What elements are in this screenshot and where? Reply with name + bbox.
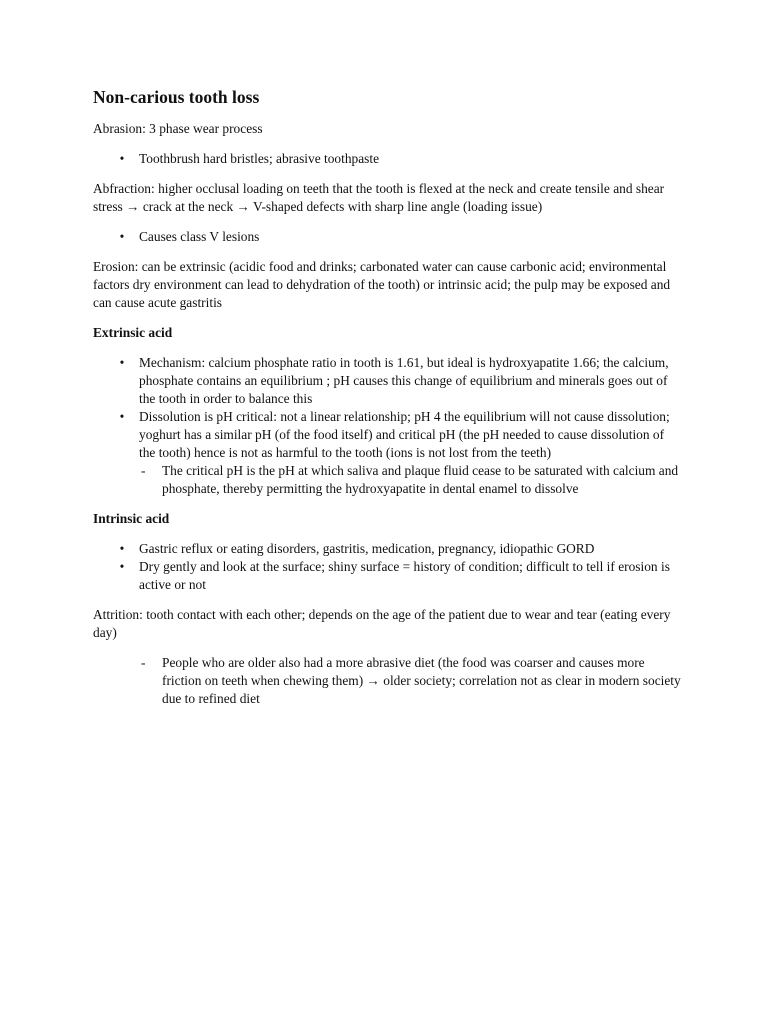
list-item [93, 354, 683, 408]
sub-list-item-text: The critical pH is the pH at which saliva and plaque fluid cease to be saturated with calcium and phosphate, thereby permitting the hydroxyapatite in dental enamel to dissolve [162, 463, 679, 496]
list-item-text: Causes class V lesions [139, 229, 260, 244]
sub-list-item [139, 462, 683, 498]
bullet-icon: • [119, 151, 125, 166]
abrasion-list [93, 150, 683, 168]
document-title: Non-carious tooth loss [93, 87, 260, 107]
attrition-list [93, 654, 683, 708]
attrition-paragraph: Attrition: tooth contact with each other; depends on the age of the patient due to wear and tear (eating every day) [93, 607, 671, 640]
intrinsic-acid-heading: Intrinsic acid [93, 511, 170, 526]
bullet-icon: • [119, 541, 125, 556]
list-item-text: Dissolution is pH critical: not a linear relationship; pH 4 the equilibrium will not cause dissolution; yoghurt has a similar pH (of the food itself) and critical pH (the pH needed to cause dissolution of the tooth) hence is not as harmful to the tooth (ions is not lost from the teeth) [139, 409, 670, 460]
document-body [93, 86, 683, 720]
sub-list-item-text: People who are older also had a more abrasive diet (the food was coarser and causes more friction on teeth when chewing them) → older society; correlation not as clear in modern society due to refined diet [162, 655, 681, 706]
list-item-text: Gastric reflux or eating disorders, gastritis, medication, pregnancy, idiopathic GORD [139, 541, 595, 556]
dash-icon: - [141, 463, 146, 478]
extrinsic-list [93, 354, 683, 498]
bullet-icon: • [119, 355, 125, 370]
list-item-text: Dry gently and look at the surface; shiny surface = history of condition; difficult to tell if erosion is active or not [139, 559, 670, 592]
abrasion-paragraph: Abrasion: 3 phase wear process [93, 121, 263, 136]
extrinsic-sublist [139, 462, 683, 498]
sub-list-item [93, 654, 683, 708]
bullet-icon: • [119, 409, 125, 424]
list-item [93, 408, 683, 498]
abfraction-list [93, 228, 683, 246]
list-item [93, 558, 683, 594]
bullet-icon: • [119, 559, 125, 574]
list-item-text: Toothbrush hard bristles; abrasive toothpaste [139, 151, 380, 166]
dash-icon: - [141, 655, 146, 670]
list-item [93, 540, 683, 558]
list-item [93, 228, 683, 246]
bullet-icon: • [119, 229, 125, 244]
erosion-paragraph: Erosion: can be extrinsic (acidic food and drinks; carbonated water can cause carbonic acid; environmental factors dry environment can lead to dehydration of the tooth) or intrinsic acid; the pulp may be exposed and can cause acute gastritis [93, 259, 671, 310]
extrinsic-acid-heading: Extrinsic acid [93, 325, 173, 340]
intrinsic-list [93, 540, 683, 594]
list-item-text: Mechanism: calcium phosphate ratio in tooth is 1.61, but ideal is hydroxyapatite 1.66; the calcium, phosphate contains an equilibrium ; pH causes this change of equilibrium and minerals goes out of the tooth in order to balance this [139, 355, 669, 406]
abfraction-paragraph: Abfraction: higher occlusal loading on teeth that the tooth is flexed at the neck and create tensile and shear stress → crack at the neck → V-shaped defects with sharp line angle (loading issue) [93, 181, 665, 214]
list-item [93, 150, 683, 168]
